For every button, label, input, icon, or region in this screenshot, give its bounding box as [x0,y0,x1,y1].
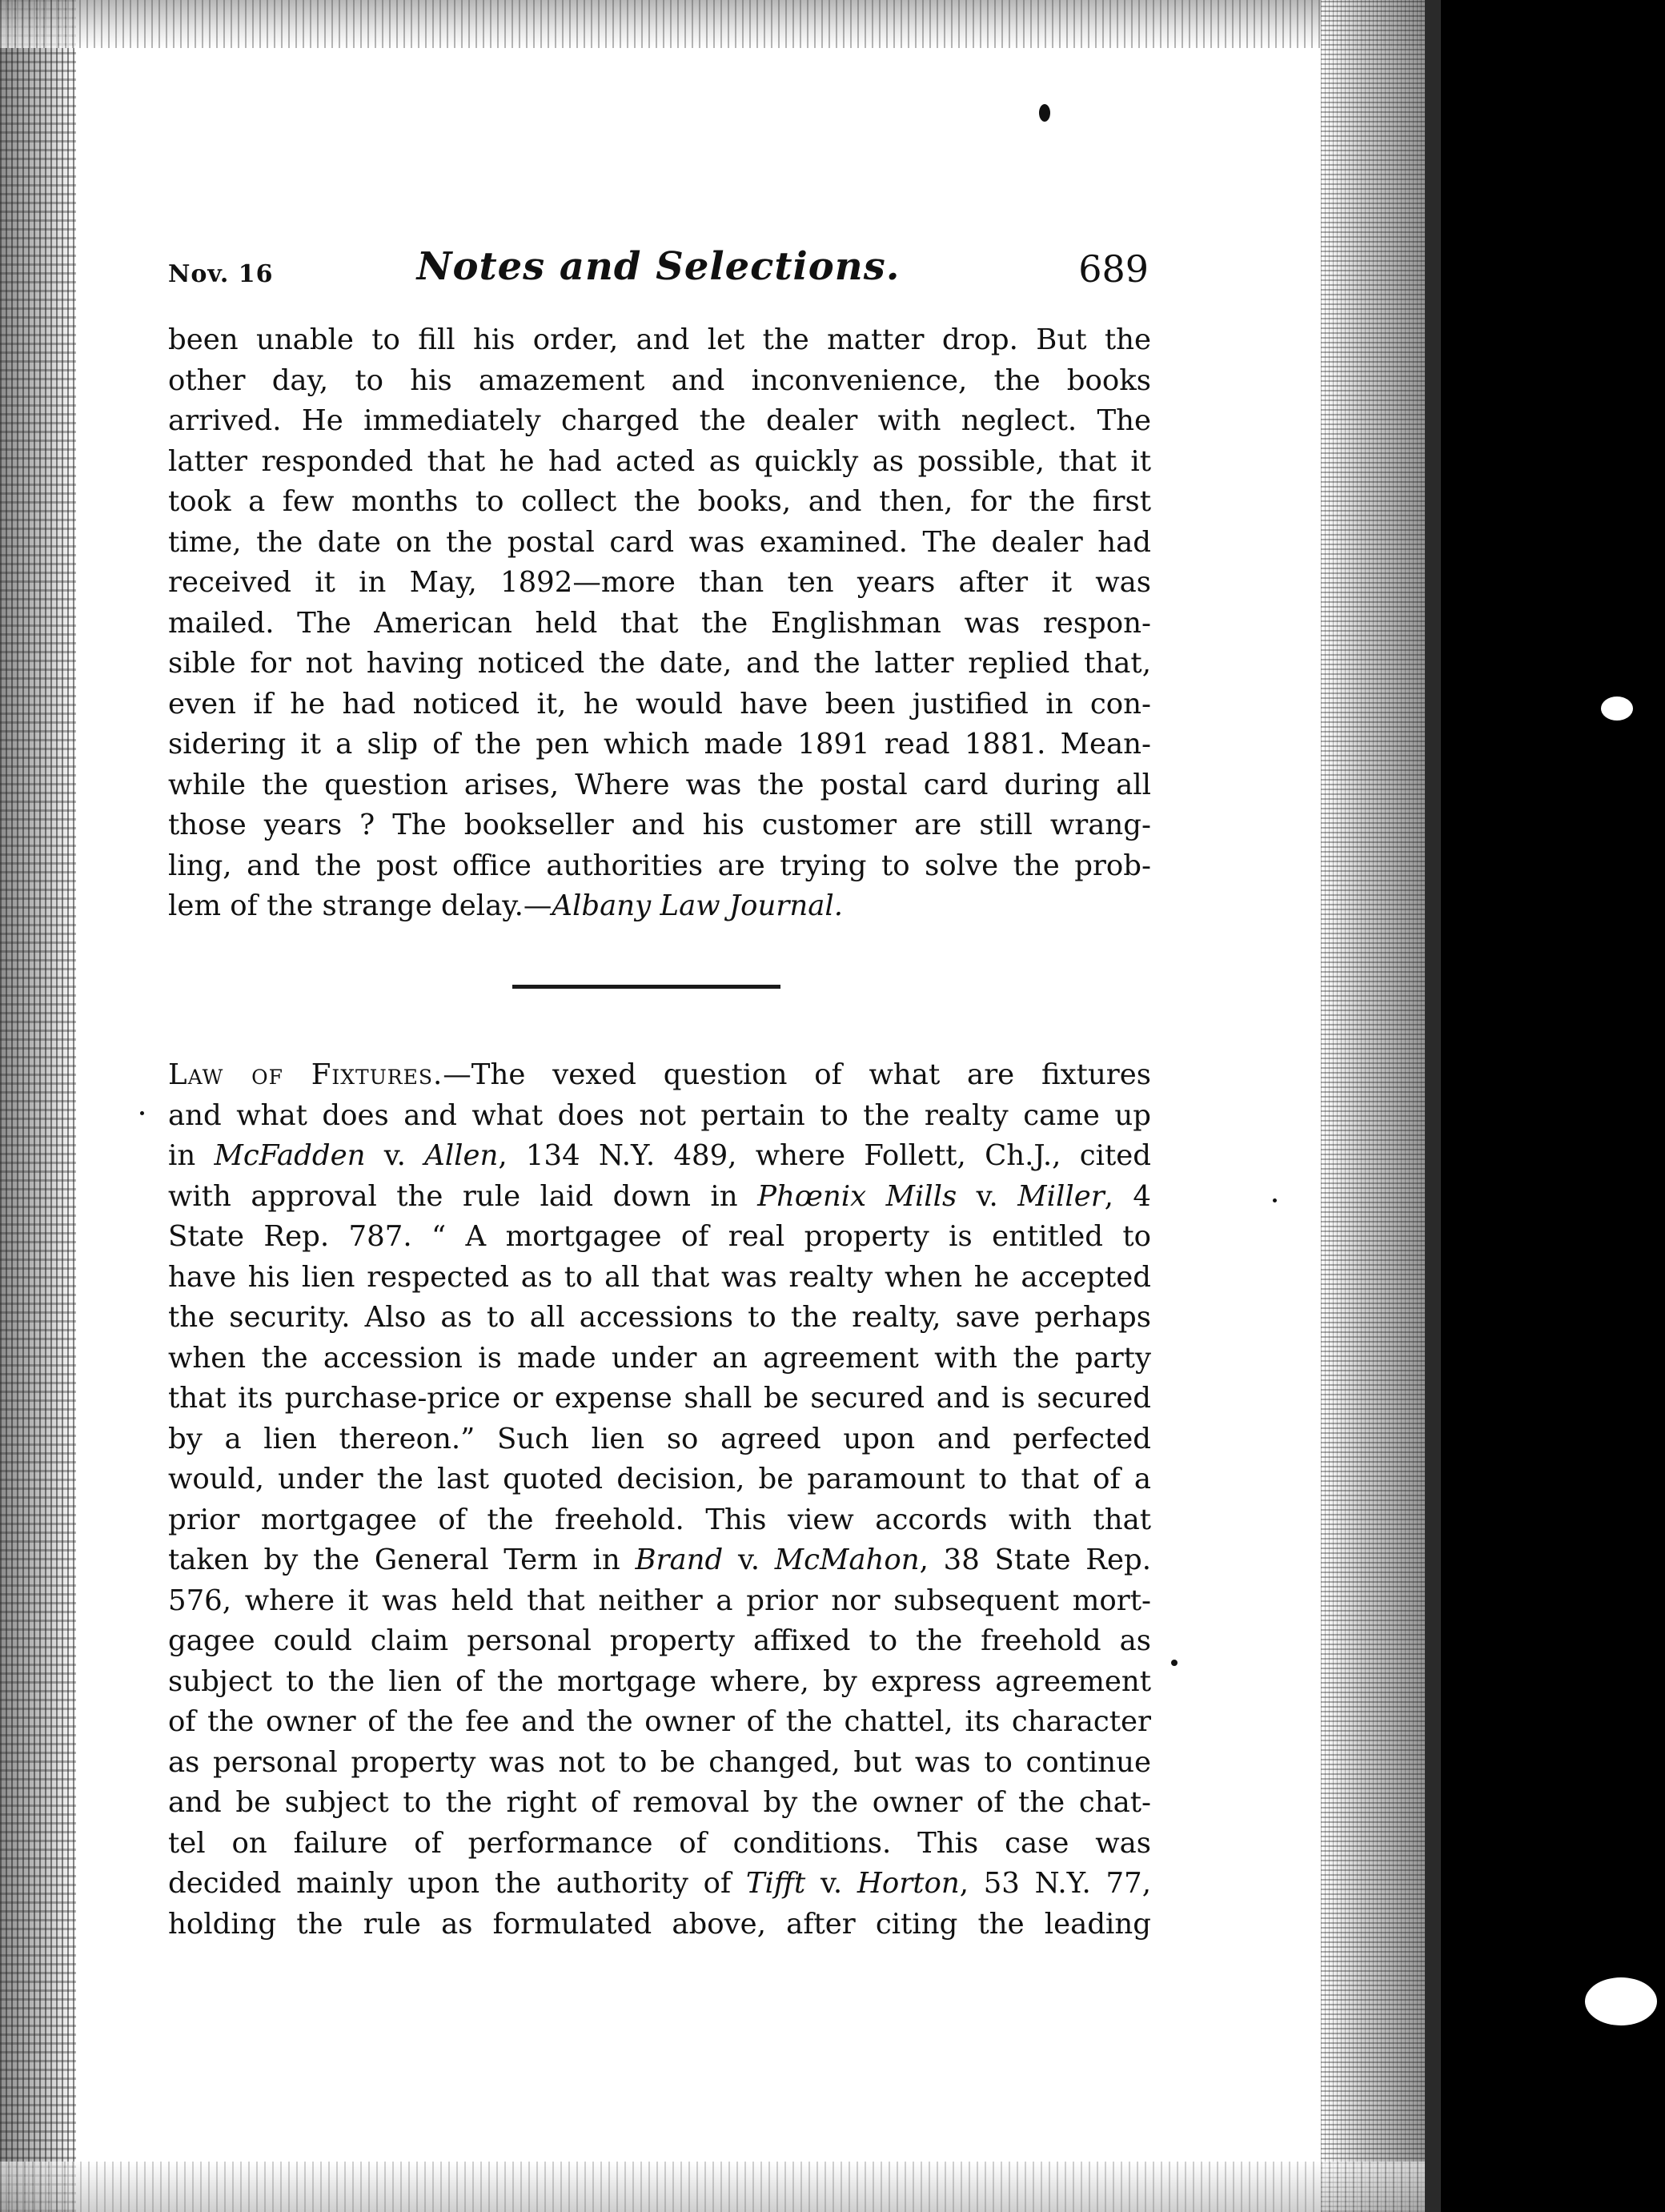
section-divider-rule [512,985,780,989]
text-line: and be subject to the right of removal by the owner of the chat- [168,1786,1151,1819]
text-line: when the accession is made under an agreement with the party [168,1341,1151,1375]
text-fragment: lem of the strange delay.— [168,889,552,922]
text-line: ling, and the post office authorities are trying to solve the prob- [168,849,1151,882]
scan-speck-3 [1273,1198,1277,1202]
running-head-title: Notes and Selections. [416,244,901,289]
text-line: sible for not having noticed the date, and the latter replied that, [168,647,1151,680]
text-line [168,1864,1151,1905]
text-line: that its purchase-price or expense shall be secured and is secured [168,1382,1151,1415]
case-name: Horton [857,1867,960,1900]
scan-speck-4 [140,1111,144,1115]
case-name: McFadden [214,1139,366,1172]
paragraph-law-of-fixtures [168,1055,1151,1945]
case-name: Tifft [745,1867,806,1900]
running-head [168,244,1149,300]
text-fragment: , 4 [1104,1179,1151,1213]
text-fragment: with approval the rule laid down in [168,1179,758,1213]
text-fragment: decided mainly upon the authority of [168,1867,746,1900]
text-fragment: v. [805,1867,857,1900]
paragraph-postal-card [168,320,1151,927]
text-line [168,1136,1151,1177]
text-line: of the owner of the fee and the owner of the chattel, its character [168,1705,1151,1738]
scan-dark-edge-right [1425,0,1665,2212]
text-line-last [168,886,1151,927]
text-line: gagee could claim personal property affixed to the freehold as [168,1624,1151,1657]
text-line: been unable to fill his order, and let the matter drop. But the [168,323,1151,356]
section-heading: Law of Fixtures. [168,1058,443,1091]
scan-white-mark-2 [1585,1977,1657,2025]
source-citation: Albany Law Journal. [552,889,844,922]
text-line: as personal property was not to be changed, but was to continue [168,1745,1151,1779]
case-name: Phœnix Mills [757,1179,957,1213]
text-fragment: , 134 N.Y. 489, where Follett, Ch.J., cited [498,1139,1151,1172]
scan-white-mark-1 [1601,697,1633,721]
text-line: while the question arises, Where was the postal card during all [168,768,1151,801]
text-fragment: taken by the General Term in [168,1544,636,1576]
text-line: other day, to his amazement and inconvenience, the books [168,363,1151,397]
scan-edge-band [1425,0,1441,2212]
text-line: arrived. He immediately charged the dealer with neglect. The [168,404,1151,437]
text-line: holding the rule as formulated above, after citing the leading [168,1907,1151,1941]
running-head-date: Nov. 16 [168,260,274,288]
text-line: those years ? The bookseller and his customer are still wrang- [168,809,1151,841]
text-line: subject to the lien of the mortgage where, by express agreement [168,1664,1151,1698]
text-line: by a lien thereon.” Such lien so agreed upon and perfected [168,1422,1151,1455]
text-fragment: , 53 N.Y. 77, [959,1867,1151,1900]
scan-speck-2 [1171,1660,1178,1666]
case-name: Allen [424,1139,499,1172]
text-line: sidering it a slip of the pen which made 1891 read 1881. Mean- [168,728,1151,761]
scan-edge-noise-right [1321,0,1425,2212]
case-name: McMahon [774,1544,920,1576]
scan-border-top [0,0,1425,48]
text-fragment: v. [723,1544,775,1576]
text-line: and what does and what does not pertain to the realty came up [168,1098,1151,1132]
scan-border-left [0,0,76,2212]
text-line: tel on failure of performance of conditions. This case was [168,1826,1151,1860]
text-line: the security. Also as to all accessions to the realty, save perhaps [168,1301,1151,1334]
page-number: 689 [1078,247,1149,291]
text-line: prior mortgagee of the freehold. This view accords with that [168,1503,1151,1536]
text-fragment: , 38 State Rep. [919,1544,1151,1576]
text-line: took a few months to collect the books, and then, for the first [168,485,1151,518]
text-line: have his lien respected as to all that was realty when he accepted [168,1260,1151,1294]
text-line: would, under the last quoted decision, be paramount to that of a [168,1463,1151,1495]
text-fragment: in [168,1139,215,1172]
text-line: time, the date on the postal card was examined. The dealer had [168,525,1151,559]
case-name: Miller [1017,1179,1105,1213]
text-line: latter responded that he had acted as quickly as possible, that it [168,444,1151,478]
case-name: Brand [635,1544,724,1576]
text-line: received it in May, 1892—more than ten years after it was [168,566,1151,599]
text-fragment: v. [365,1139,425,1172]
scan-speck-1 [1039,104,1050,122]
text-line: mailed. The American held that the Englishman was respon- [168,606,1151,640]
text-fragment: v. [957,1179,1018,1213]
text-line: even if he had noticed it, he would have been justified in con- [168,687,1151,721]
text-line [168,1177,1151,1218]
text-line: 576, where it was held that neither a prior nor subsequent mort- [168,1584,1151,1617]
text-line [168,1055,1151,1096]
scan-border-bottom [0,2162,1425,2212]
text-line [168,1540,1151,1581]
text-fragment: —The vexed question of what are fixtures [443,1058,1151,1091]
text-line: State Rep. 787. “ A mortgagee of real property is entitled to [168,1220,1151,1253]
